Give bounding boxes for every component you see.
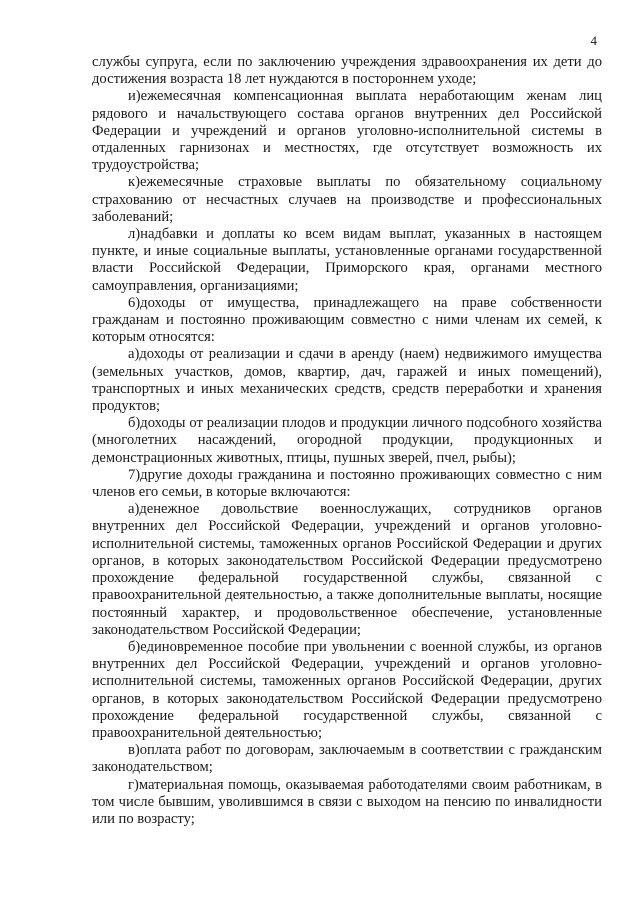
paragraph: б)доходы от реализации плодов и продукции личного подсобного хозяйства (многолетних насаждений, огородной продукции, продукционных и демонстрационных животных, птицы, пушных зверей, пчел, рыбы);	[92, 415, 602, 466]
paragraph: к)ежемесячные страховые выплаты по обязательному социальному страхованию от несчастных случаев на производстве и профессиональных заболеваний;	[92, 174, 602, 225]
paragraph: и)ежемесячная компенсационная выплата неработающим женам лиц рядового и начальствующего состава органов внутренних дел Российской Федерации и учреждений и органов уголовно-исполнительной системы в отдаленных гарнизонах и местностях, где отсутствует возможность их трудоустройства;	[92, 88, 602, 174]
paragraph: 7)другие доходы гражданина и постоянно проживающих совместно с ним членов его семьи, в которые включаются:	[92, 466, 602, 501]
document-body	[92, 54, 602, 828]
paragraph: а)денежное довольствие военнослужащих, сотрудников органов внутренних дел Российской Федерации, учреждений и органов уголовно-исполнительной системы, таможенных органов Российской Федерации и других органов, в которых законодательством Российской Федерации предусмотрено прохождение федеральной государственной службы, связанной с правоохранительной деятельностью, а также дополнительные выплаты, носящие постоянный характер, и продовольственное обеспечение, установленные законодательством Российской Федерации;	[92, 501, 602, 638]
paragraph: л)надбавки и доплаты ко всем видам выплат, указанных в настоящем пункте, и иные социальные выплаты, установленные органами государственной власти Российской Федерации, Приморского края, органами местного самоуправления, организациями;	[92, 226, 602, 294]
paragraph: а)доходы от реализации и сдачи в аренду (наем) недвижимого имущества (земельных участков, домов, квартир, дач, гаражей и иных помещений), транспортных и иных механических средств, средств переработки и хранения продуктов;	[92, 346, 602, 415]
paragraph: б)единовременное пособие при увольнении с военной службы, из органов внутренних дел Российской Федерации, учреждений и органов уголовно-исполнительной системы, таможенных органов Российской Федерации, других органов, в которых законодательством Российской Федерации предусмотрено прохождение федеральной государственной службы, связанной с правоохранительной деятельностью;	[92, 638, 602, 741]
paragraph: в)оплата работ по договорам, заключаемым в соответствии с гражданским законодательством;	[92, 742, 602, 776]
paragraph: службы супруга, если по заключению учреждения здравоохранения их дети до достижения возраста 18 лет нуждаются в постороннем уходе;	[92, 54, 602, 88]
paragraph: г)материальная помощь, оказываемая работодателями своим работникам, в том числе бывшим, уволившимся в связи с выходом на пенсию по инвалидности или по возрасту;	[92, 776, 602, 827]
paragraph: 6)доходы от имущества, принадлежащего на праве собственности гражданам и постоянно проживающим совместно с ними членам их семей, к которым относятся:	[92, 294, 602, 346]
page-number: 4	[590, 33, 597, 48]
